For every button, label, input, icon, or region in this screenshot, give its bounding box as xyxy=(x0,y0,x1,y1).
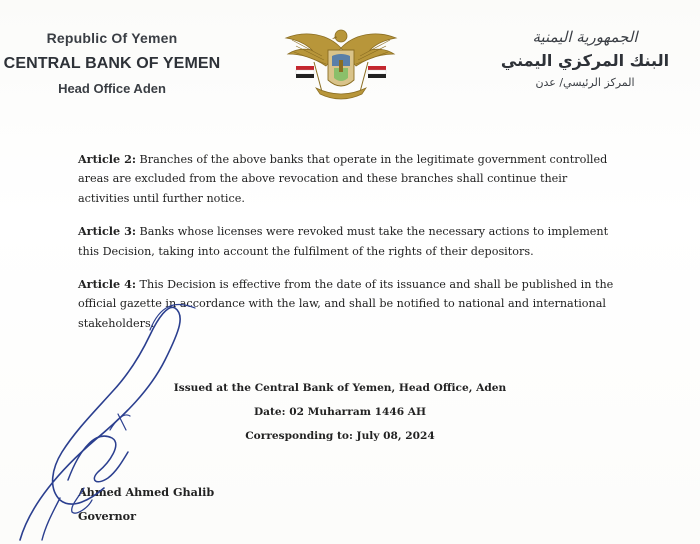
letter-body xyxy=(78,150,618,347)
article-label: Article 2: xyxy=(78,152,136,166)
country-name-ar: الجمهورية اليمنية xyxy=(532,28,638,46)
issued-date-gregorian: Corresponding to: July 08, 2024 xyxy=(245,430,435,442)
article-text: This Decision is effective from the date of its issuance and shall be published in the official gazette in accordance with the law, and shall be notified to national and international stakeholders. xyxy=(78,278,614,330)
article-4 xyxy=(78,275,618,333)
article-text: Branches of the above banks that operate in the legitimate government controlled areas are excluded from the above revocation and these branches shall continue their activities until further notice. xyxy=(78,153,608,205)
signatory-name: Ahmed Ahmed Ghalib xyxy=(78,485,215,499)
article-2 xyxy=(78,150,618,208)
office-name-en: Head Office Aden xyxy=(58,81,166,96)
signatory-block xyxy=(78,480,214,528)
issuance-block xyxy=(150,376,530,448)
issued-place: Issued at the Central Bank of Yemen, Head Office, Aden xyxy=(173,382,507,394)
issued-date-hijri: Date: 02 Muharram 1446 AH xyxy=(253,406,427,418)
english-letterhead xyxy=(0,30,224,96)
article-text: Banks whose licenses were revoked must take the necessary actions to implement this Decision, taking into account the fulfilment of the rights of their depositors. xyxy=(78,225,609,258)
signatory-title: Governor xyxy=(78,509,137,523)
article-label: Article 4: xyxy=(78,277,136,292)
bank-name-en: CENTRAL BANK OF YEMEN xyxy=(3,55,221,72)
article-3 xyxy=(78,222,618,261)
bank-name-ar: البنك المركزي اليمني xyxy=(500,51,670,70)
article-label: Article 3: xyxy=(78,224,136,239)
arabic-letterhead xyxy=(500,28,670,89)
country-name-en: Republic Of Yemen xyxy=(46,30,178,46)
yemen-eagle-emblem-icon xyxy=(282,22,400,102)
office-name-ar: المركز الرئيسي/ عدن xyxy=(535,76,635,89)
